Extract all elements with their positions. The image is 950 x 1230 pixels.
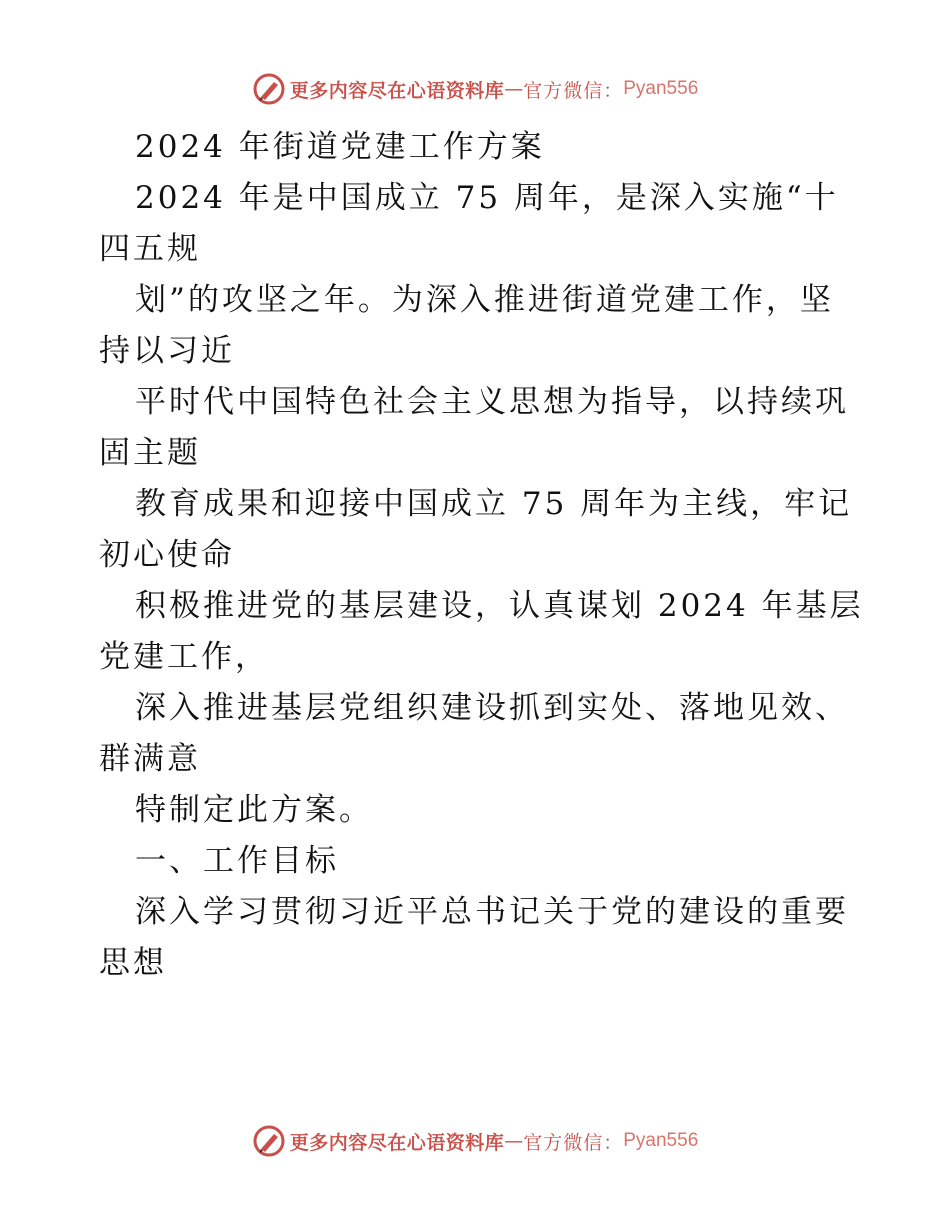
doc-line: 特制定此方案。	[135, 792, 373, 828]
doc-line: 深入学习贯彻习近平总书记关于党的建设的重要	[135, 894, 849, 930]
doc-line: 固主题	[99, 435, 201, 471]
doc-line: 深入推进基层党组织建设抓到实处、落地见效、	[135, 690, 849, 726]
doc-line: 初心使命	[99, 537, 235, 573]
watermark-id: Pyan556	[623, 78, 699, 99]
watermark-dash: —	[504, 1130, 524, 1152]
watermark-main-text: 更多内容尽在心语资料库	[289, 1131, 505, 1154]
doc-line: 划”的攻坚之年。为深入推进街道党建工作，坚	[135, 282, 834, 318]
doc-line: 2024 年是中国成立 75 周年，是深入实施“十	[135, 180, 839, 216]
footer-watermark	[0, 1124, 950, 1158]
doc-line: 群满意	[99, 741, 201, 777]
watermark-id: Pyan556	[623, 1130, 699, 1151]
document-body	[99, 122, 864, 989]
doc-line: 思想	[99, 945, 167, 981]
pen-logo-icon	[252, 72, 286, 106]
doc-title: 2024 年街道党建工作方案	[135, 129, 545, 165]
doc-line: 平时代中国特色社会主义思想为指导，以持续巩	[135, 384, 849, 420]
doc-line: 积极推进党的基层建设，认真谋划 2024 年基层	[135, 588, 864, 624]
section-heading: 一、工作目标	[135, 843, 339, 879]
doc-line: 四五规	[99, 231, 201, 267]
watermark-label: 官方微信：	[523, 79, 624, 102]
header-watermark	[0, 72, 950, 106]
doc-line: 党建工作，	[99, 639, 269, 675]
watermark-label: 官方微信：	[523, 1131, 624, 1154]
pen-logo-icon	[252, 1124, 286, 1158]
watermark-main-text: 更多内容尽在心语资料库	[289, 79, 505, 102]
doc-line: 教育成果和迎接中国成立 75 周年为主线，牢记	[135, 486, 853, 522]
doc-line: 持以习近	[99, 333, 235, 369]
watermark-dash: —	[504, 78, 524, 100]
